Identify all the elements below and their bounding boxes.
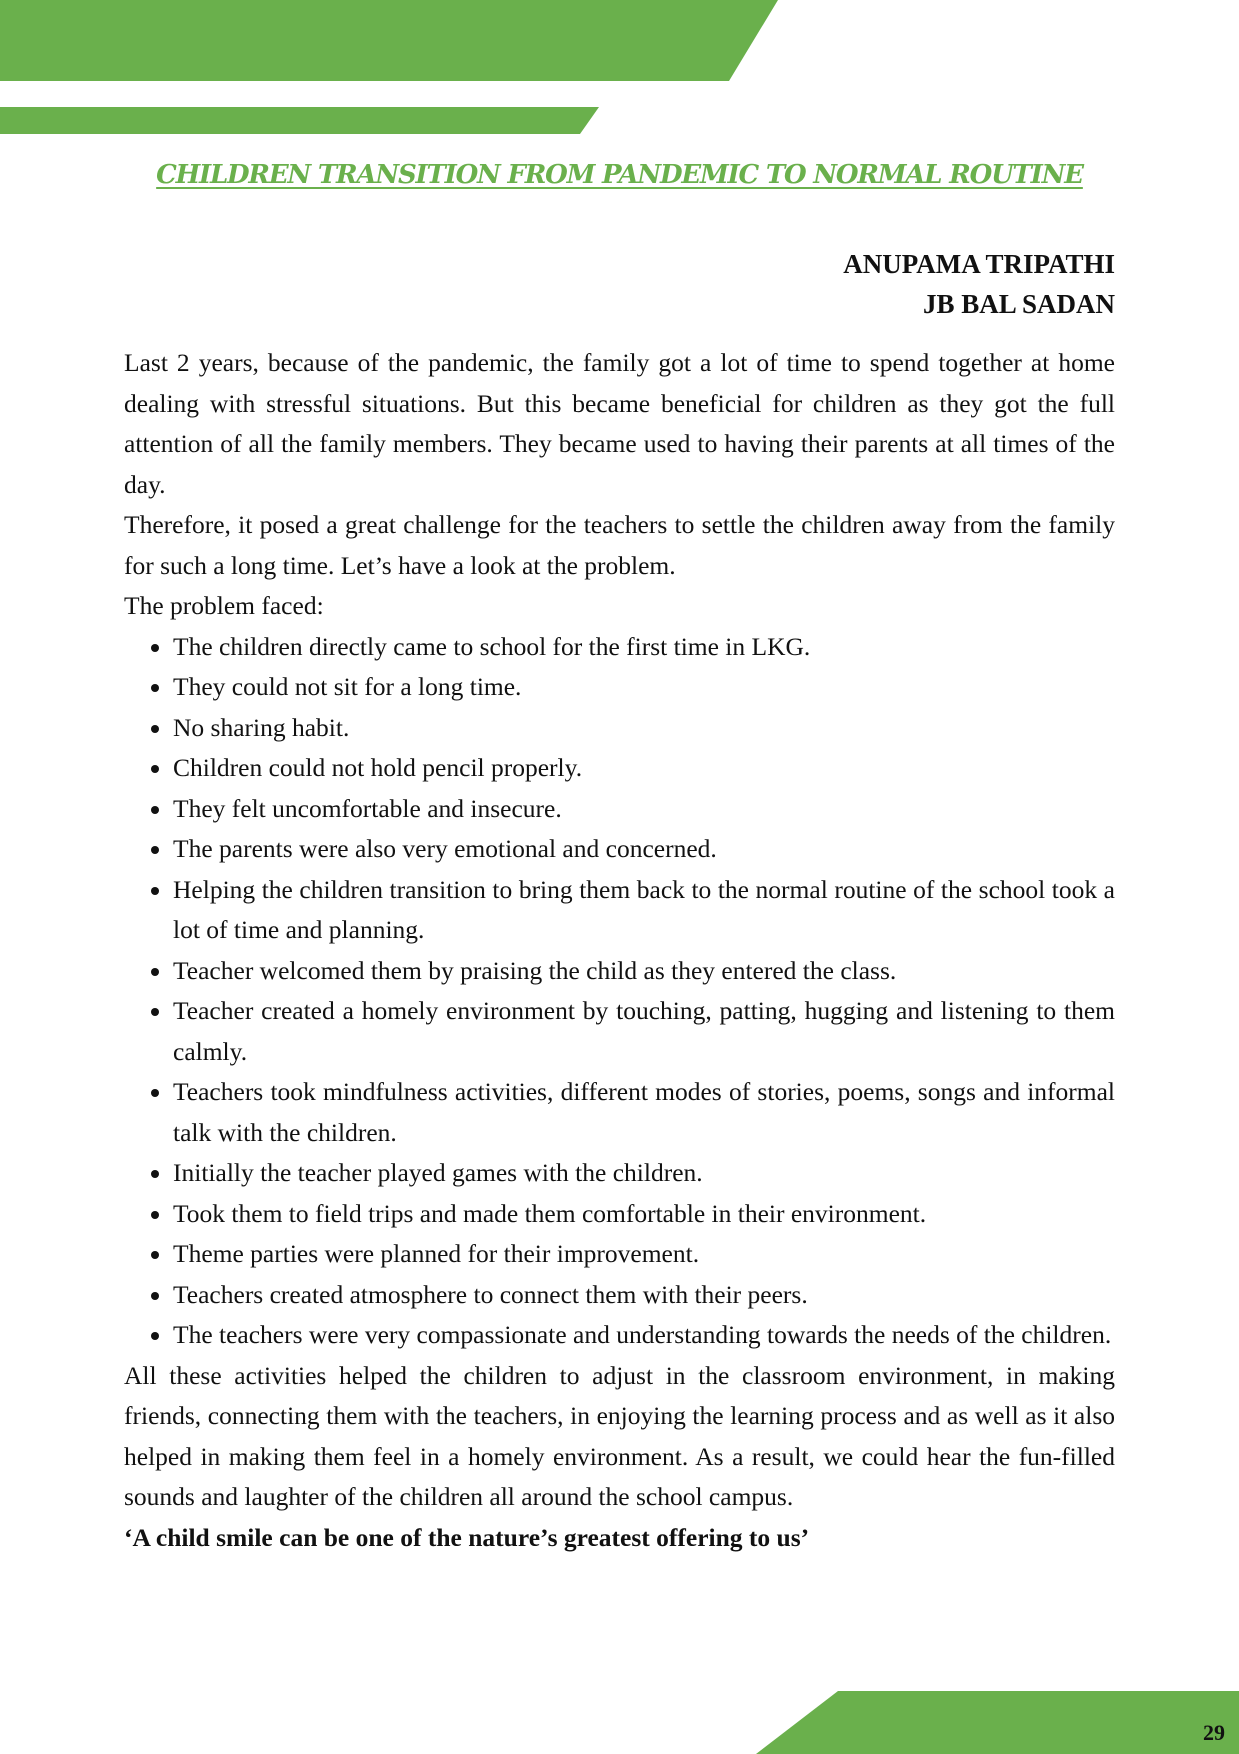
author-name: ANUPAMA TRIPATHI <box>843 249 1115 279</box>
problem-list <box>124 627 1115 1356</box>
list-item: • Children could not hold pencil properly. <box>173 748 1115 789</box>
list-item: • Initially the teacher played games with the children. <box>173 1153 1115 1194</box>
intro-paragraph: Last 2 years, because of the pandemic, the family got a lot of time to spend together at home dealing with stressful situations. But this became beneficial for children as they got the full attention of all the family members. They became used to having their parents at all times of the day. <box>124 348 1115 499</box>
top-banner-stripe <box>0 107 599 134</box>
conclusion-paragraph: All these activities helped the children to adjust in the classroom environment, in making friends, connecting them with the teachers, in enjoying the learning process and as well as it also helped in making them feel in a homely environment. As a result, we could hear the fun-filled sounds and laughter of the children all around the school campus. <box>124 1360 1115 1511</box>
bottom-banner-bar <box>756 1691 1239 1754</box>
top-banner-bar <box>0 0 778 81</box>
author-block <box>843 244 1115 324</box>
closing-quote: ‘A child smile can be one of the nature’s greatest offering to us’ <box>124 1522 810 1552</box>
list-item: • No sharing habit. <box>173 708 1115 749</box>
list-item: • Helping the children transition to bring them back to the normal routine of the school took a lot of time and planning. <box>173 870 1115 951</box>
problem-heading: The problem faced: <box>124 591 324 620</box>
article-body <box>124 343 1115 1558</box>
list-item: • Teachers took mindfulness activities, different modes of stories, poems, songs and informal talk with the children. <box>173 1072 1115 1153</box>
article-title: CHILDREN TRANSITION FROM PANDEMIC TO NORMAL ROUTINE <box>156 160 1083 190</box>
list-item: • Took them to field trips and made them comfortable in their environment. <box>173 1194 1115 1235</box>
list-item: • Theme parties were planned for their improvement. <box>173 1234 1115 1275</box>
list-item: • Teacher created a homely environment by touching, patting, hugging and listening to them calmly. <box>173 991 1115 1072</box>
list-item: • They felt uncomfortable and insecure. <box>173 789 1115 830</box>
challenge-paragraph: Therefore, it posed a great challenge for the teachers to settle the children away from the family for such a long time. Let’s have a look at the problem. <box>124 510 1115 580</box>
page-number: 29 <box>1203 1720 1225 1745</box>
list-item: • They could not sit for a long time. <box>173 667 1115 708</box>
list-item: • The children directly came to school for the first time in LKG. <box>173 627 1115 668</box>
list-item: • The teachers were very compassionate and understanding towards the needs of the children. <box>173 1315 1115 1356</box>
list-item: • Teachers created atmosphere to connect them with their peers. <box>173 1275 1115 1316</box>
list-item: • The parents were also very emotional and concerned. <box>173 829 1115 870</box>
list-item: • Teacher welcomed them by praising the child as they entered the class. <box>173 951 1115 992</box>
author-affiliation: JB BAL SADAN <box>922 289 1115 319</box>
